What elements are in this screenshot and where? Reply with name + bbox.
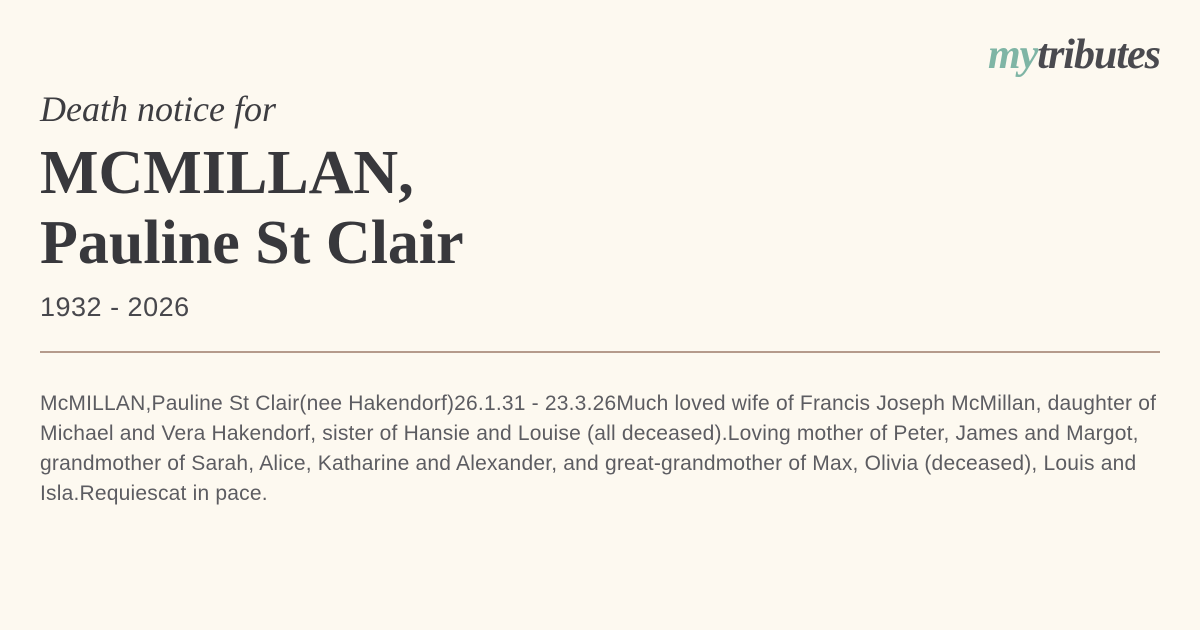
life-years: 1932 - 2026 bbox=[40, 292, 190, 322]
kicker-death-notice-for: Death notice for bbox=[40, 89, 276, 129]
deceased-surname: MCMILLAN, bbox=[40, 139, 414, 207]
mytributes-logo[interactable] bbox=[988, 34, 1160, 76]
logo-suffix: tributes bbox=[1037, 32, 1160, 78]
deceased-given-names: Pauline St Clair bbox=[40, 209, 464, 277]
deceased-name bbox=[40, 138, 464, 278]
divider-line bbox=[40, 351, 1160, 353]
notice-body-text: McMILLAN,Pauline St Clair(nee Hakendorf)26.1.31 - 23.3.26Much loved wife of Francis Joseph McMillan, daughter of Michael and Vera Hakendorf, sister of Hansie and Louise (all deceased).Loving mother of Peter, James and Margot, grandmother of Sarah, Alice, Katharine and Alexander, and great-grandmother of Max, Olivia (deceased), Louis and Isla.Requiescat in pace. bbox=[40, 392, 1157, 505]
logo-prefix: my bbox=[987, 32, 1038, 78]
